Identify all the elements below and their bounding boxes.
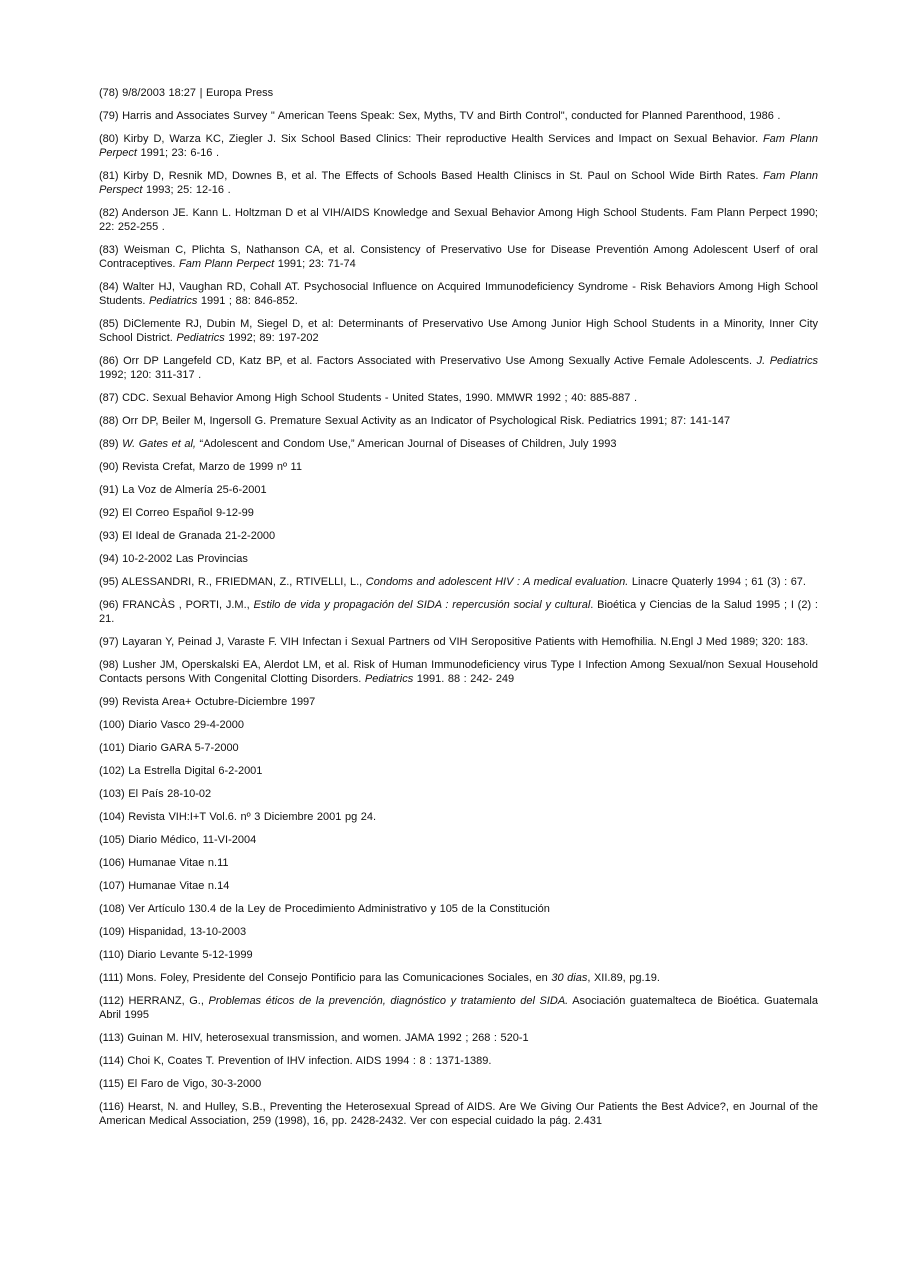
reference-text-segment: (106) Humanae Vitae n.11 (99, 857, 229, 869)
reference-text-segment: (90) Revista Crefat, Marzo de 1999 nº 11 (99, 461, 302, 473)
reference-italic-segment: W. Gates et al, (122, 438, 196, 450)
reference-text-segment: (103) El País 28-10-02 (99, 788, 212, 800)
reference-item (99, 206, 818, 234)
reference-text-segment: (109) Hispanidad, 13-10-2003 (99, 926, 247, 938)
reference-text-segment: (101) Diario GARA 5-7-2000 (99, 742, 239, 754)
reference-item (99, 169, 818, 197)
reference-text-segment: (99) Revista Area+ Octubre-Diciembre 1997 (99, 696, 316, 708)
reference-text-segment: Linacre Quaterly 1994 ; 61 (3) : 67. (628, 576, 806, 588)
reference-item (99, 506, 818, 520)
reference-text-segment: , XII.89, pg.19. (587, 972, 660, 984)
reference-item (99, 925, 818, 939)
reference-item (99, 483, 818, 497)
reference-item (99, 902, 818, 916)
reference-text-segment: (98) Lusher JM, Operskalski EA, Alerdot LM, et al. Risk of Human Immunodeficiency virus Type I Infection Among Sexual/non Sexual Household Contacts persons With Congenital Clotting Disorders. (99, 659, 818, 685)
reference-item (99, 598, 818, 626)
reference-text-segment: 1992; 89: 197-202 (224, 332, 319, 344)
reference-item (99, 833, 818, 847)
reference-item (99, 1031, 818, 1045)
reference-text-segment: (112) HERRANZ, G., (99, 995, 209, 1007)
reference-text-segment: (115) El Faro de Vigo, 30-3-2000 (99, 1078, 262, 1090)
reference-item (99, 1077, 818, 1091)
reference-item (99, 948, 818, 962)
reference-italic-segment: Pediatrics (149, 295, 198, 307)
reference-text-segment: (107) Humanae Vitae n.14 (99, 880, 230, 892)
reference-item (99, 787, 818, 801)
reference-text-segment: (114) Choi K, Coates T. Prevention of IHV infection. AIDS 1994 : 8 : 1371-1389. (99, 1055, 492, 1067)
reference-text-segment: (89) (99, 438, 123, 450)
reference-text-segment: (100) Diario Vasco 29-4-2000 (99, 719, 244, 731)
reference-text-segment: (92) El Correo Español 9-12-99 (99, 507, 254, 519)
reference-text-segment: 1993; 25: 12-16 . (142, 184, 231, 196)
reference-item (99, 1100, 818, 1128)
reference-text-segment: (102) La Estrella Digital 6-2-2001 (99, 765, 263, 777)
reference-text-segment: (93) El Ideal de Granada 21-2-2000 (99, 530, 276, 542)
reference-text-segment: (82) Anderson JE. Kann L. Holtzman D et al VIH/AIDS Knowledge and Sexual Behavior Among High School Students. Fam Plann Perpect 1990; 22: 252-255 . (99, 207, 818, 233)
reference-text-segment: (108) Ver Artículo 130.4 de la Ley de Procedimiento Administrativo y 105 de la Constitución (99, 903, 550, 915)
reference-text-segment: (111) Mons. Foley, Presidente del Consejo Pontificio para las Comunicaciones Sociales, en (99, 972, 552, 984)
reference-item (99, 658, 818, 686)
reference-text-segment: (80) Kirby D, Warza KC, Ziegler J. Six School Based Clinics: Their reproductive Health Services and Impact on Sexual Behavior. (99, 133, 763, 145)
reference-item (99, 635, 818, 649)
reference-item (99, 856, 818, 870)
reference-text-segment: (79) Harris and Associates Survey " American Teens Speak: Sex, Myths, TV and Birth Control", conducted for Planned Parenthood, 1986 . (99, 110, 781, 122)
reference-text-segment: (105) Diario Médico, 11-VI-2004 (99, 834, 257, 846)
reference-text-segment: 1991. 88 : 242- 249 (413, 673, 515, 685)
reference-item (99, 718, 818, 732)
reference-text-segment: (113) Guinan M. HIV, heterosexual transmission, and women. JAMA 1992 ; 268 : 520-1 (99, 1032, 529, 1044)
reference-text-segment: (91) La Voz de Almería 25-6-2001 (99, 484, 267, 496)
reference-text-segment: 1991; 23: 71-74 (274, 258, 356, 270)
reference-item (99, 391, 818, 405)
reference-italic-segment: Pediatrics (364, 673, 414, 685)
reference-item (99, 971, 818, 985)
reference-item (99, 741, 818, 755)
reference-italic-segment: 30 dias (551, 972, 588, 984)
reference-text-segment: (97) Layaran Y, Peinad J, Varaste F. VIH Infectan i Sexual Partners od VIH Seropositive Patients with Hemofhilia. N.Engl J Med 1989; 320: 183. (99, 636, 809, 648)
reference-italic-segment: Fam Plann Perpect (99, 133, 818, 159)
reference-italic-segment: Condoms and adolescent HIV : A medical evaluation. (365, 576, 629, 588)
reference-text-segment: (88) Orr DP, Beiler M, Ingersoll G. Premature Sexual Activity as an Indicator of Psychological Risk. Pediatrics 1991; 87: 141-147 (99, 415, 731, 427)
reference-text-segment: (84) Walter HJ, Vaughan RD, Cohall AT. Psychosocial Influence on Acquired Immunodeficiency Syndrome - Risk Behaviors Among High School Students. (99, 281, 818, 307)
reference-item (99, 695, 818, 709)
reference-item (99, 132, 818, 160)
reference-item (99, 529, 818, 543)
reference-text-segment: (96) FRANCÀS , PORTI, J.M., (99, 599, 254, 611)
reference-item (99, 86, 818, 100)
reference-item (99, 575, 818, 589)
reference-text-segment: (104) Revista VIH:I+T Vol.6. nº 3 Diciembre 2001 pg 24. (99, 811, 377, 823)
reference-italic-segment: Fam Plann Perpect (178, 258, 275, 270)
reference-text-segment: (87) CDC. Sexual Behavior Among High School Students - United States, 1990. MMWR 1992 ; 40: 885-887 . (99, 392, 637, 404)
reference-item (99, 994, 818, 1022)
reference-text-segment: 1991 ; 88: 846-852. (197, 295, 298, 307)
reference-text-segment: (78) 9/8/2003 18:27 | Europa Press (99, 87, 274, 99)
reference-item (99, 437, 818, 451)
reference-list (99, 86, 818, 1137)
reference-italic-segment: J. Pediatrics (756, 355, 818, 367)
reference-item (99, 552, 818, 566)
reference-item (99, 354, 818, 382)
reference-text-segment: (94) 10-2-2002 Las Provincias (99, 553, 248, 565)
reference-text-segment: (86) Orr DP Langefeld CD, Katz BP, et al. Factors Associated with Preservativo Use Among Sexually Active Female Adolescents. (99, 355, 757, 367)
reference-text-segment: Asociación guatemalteca de Bioética. Guatemala Abril 1995 (99, 995, 818, 1021)
reference-text-segment: 1991; 23: 6-16 . (136, 147, 220, 159)
reference-item (99, 810, 818, 824)
reference-text-segment: . Bioética y Ciencias de la Salud 1995 ; I (2) : 21. (99, 599, 818, 625)
reference-italic-segment: Pediatrics (176, 332, 225, 344)
reference-italic-segment: Fam Plann Perspect (99, 170, 818, 196)
reference-text-segment: “Adolescent and Condom Use,” American Journal of Diseases of Children, July 1993 (195, 438, 617, 450)
reference-text-segment: (95) ALESSANDRI, R., FRIEDMAN, Z., RTIVELLI, L., (99, 576, 366, 588)
reference-item (99, 1054, 818, 1068)
reference-item (99, 879, 818, 893)
reference-text-segment: (110) Diario Levante 5-12-1999 (99, 949, 253, 961)
reference-item (99, 280, 818, 308)
reference-text-segment: (83) Weisman C, Plichta S, Nathanson CA, et al. Consistency of Preservativo Use for Disease Preventión Among Adolescent Userf of oral Contraceptives. (99, 244, 818, 270)
reference-text-segment: (85) DiClemente RJ, Dubin M, Siegel D, et al: Determinants of Preservativo Use Among Junior High School Students in a Minority, Inner City School District. (99, 318, 818, 344)
reference-italic-segment: Estilo de vida y propagación del SIDA : repercusión social y cultural (253, 599, 591, 611)
reference-item (99, 764, 818, 778)
reference-text-segment: (81) Kirby D, Resnik MD, Downes B, et al. The Effects of Schools Based Health Cliniscs in St. Paul on School Wide Birth Rates. (99, 170, 764, 182)
reference-text-segment: (116) Hearst, N. and Hulley, S.B., Preventing the Heterosexual Spread of AIDS. Are We Giving Our Patients the Best Advice?, en Journal of the American Medical Association, 259 (1998), 16, pp. 2428-2432. Ver con especial cuidado la pág. 2.431 (99, 1101, 818, 1127)
reference-item (99, 460, 818, 474)
reference-text-segment: 1992; 120: 311-317 . (99, 369, 202, 381)
reference-item (99, 414, 818, 428)
reference-item (99, 317, 818, 345)
reference-item (99, 243, 818, 271)
reference-item (99, 109, 818, 123)
reference-italic-segment: Problemas éticos de la prevención, diagnóstico y tratamiento del SIDA. (208, 995, 569, 1007)
